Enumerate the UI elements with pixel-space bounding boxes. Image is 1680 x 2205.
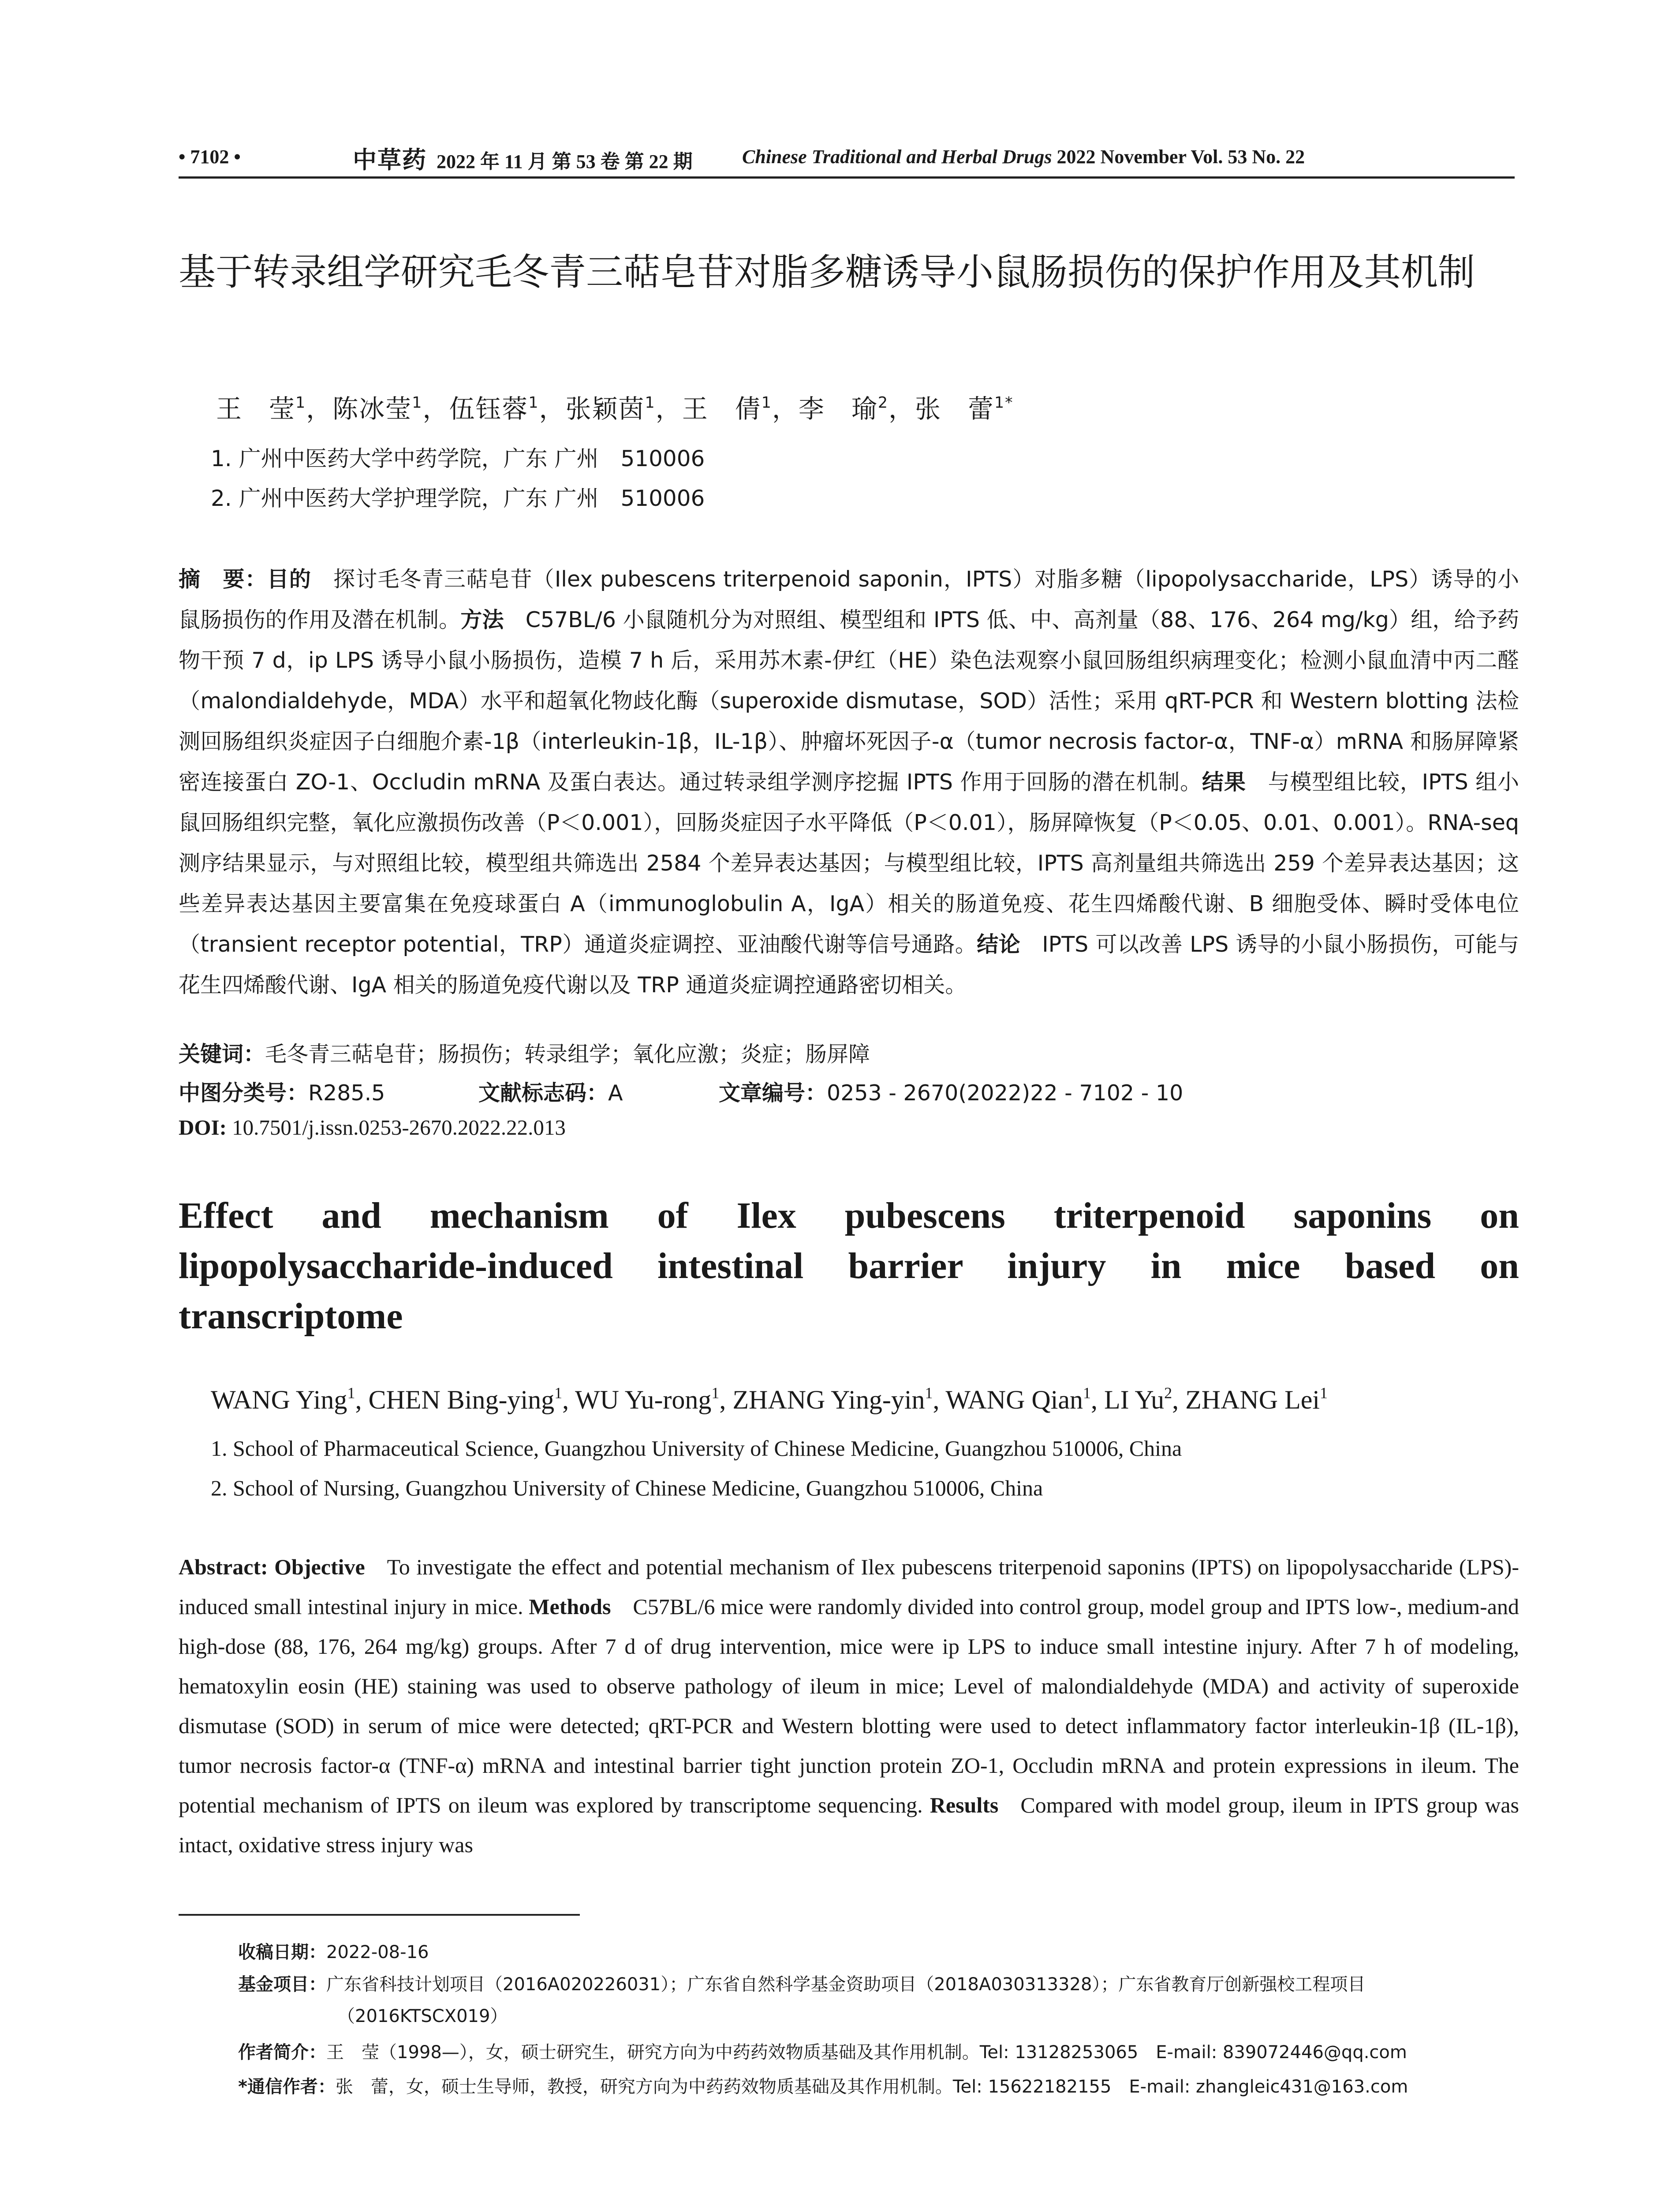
- abstract-en: [179, 1547, 1519, 1865]
- abstract-cn: [179, 559, 1519, 1005]
- affiliation-cn: 2. 广州中医药大学护理学院，广东 广州 510006: [211, 486, 705, 511]
- conclusion-text: IPTS 可以改善 LPS 诱导的小鼠小肠损伤，可能与花生四烯酸代谢、IgA 相关的肠道免疫代谢以及 TRP 通道炎症调控通路密切相关。: [179, 932, 1519, 998]
- author-sup: 1: [528, 394, 539, 412]
- doi-label: DOI:: [179, 1115, 227, 1140]
- keywords-cn: [179, 1037, 870, 1068]
- author: ZHANG Ying-yin: [732, 1385, 925, 1414]
- methods-label: 方法: [460, 607, 504, 632]
- methods-en-label: Methods: [529, 1594, 611, 1619]
- author: 陈冰莹: [332, 394, 412, 424]
- footnote-label: 基金项目：: [238, 1974, 326, 1995]
- author-sup: 1: [1320, 1384, 1328, 1402]
- author: LI Yu: [1104, 1385, 1165, 1414]
- header-rule: [179, 176, 1515, 179]
- footnote-label: *通信作者：: [238, 2077, 336, 2097]
- clc-value: R285.5: [308, 1080, 385, 1106]
- results-en-text: Compared with model group, ileum in IPTS group was intact, oxidative stress injury was: [179, 1793, 1519, 1857]
- methods-en-text: C57BL/6 mice were randomly divided into control group, model group and IPTS low-, medium-and high-dose (88, 176, 264 mg/kg) groups. After 7 d of drug intervention, mice were ip LPS to induce small intestine injury. After 7 h of modeling, hematoxylin eosin (HE) staining was used to observe pathology of ileum in mice; Level of malondialdehyde (MDA) and activity of superoxide dismutase (SOD) in serum of mice were detected; qRT-PCR and Western blotting were used to detect inflammatory factor interleukin-1β (IL-1β), tumor necrosis factor-α (TNF-α) mRNA and intestinal barrier tight junction protein ZO-1, Occludin mRNA and protein expressions in ileum. The potential mechanism of IPTS on ileum was explored by transcriptome sequencing.: [179, 1594, 1519, 1817]
- title-en-line: lipopolysaccharide-induced intestinal barrier injury in mice based on: [179, 1245, 1519, 1286]
- footnote-label: 作者简介：: [238, 2042, 326, 2063]
- issue-en: 2022 November Vol. 53 No. 22: [1057, 146, 1305, 168]
- author-sup: 1: [761, 394, 772, 412]
- author: WU Yu-rong: [575, 1385, 712, 1414]
- doc-code-label: 文献标志码：: [478, 1080, 609, 1106]
- running-header: [179, 141, 1510, 176]
- author-sup: 1: [554, 1384, 563, 1402]
- issue-cn: 2022 年 11 月 第 53 卷 第 22 期: [437, 151, 693, 172]
- author-sup: 1: [295, 394, 306, 412]
- author-sup: 1: [412, 394, 423, 412]
- journal-name-cn: 中草药: [353, 147, 427, 173]
- affiliation-cn: 1. 广州中医药大学中药学院，广东 广州 510006: [211, 446, 705, 471]
- footnote: [238, 1938, 429, 1963]
- author-sup: 1: [711, 1384, 720, 1402]
- abstract-label: 摘 要：: [179, 567, 267, 592]
- abstract-en-label: Abstract: Objective: [179, 1555, 365, 1579]
- article-no-value: 0253 - 2670(2022)22 - 7102 - 10: [827, 1080, 1183, 1106]
- doi-line: [179, 1115, 566, 1140]
- author: 王 倩: [682, 394, 762, 424]
- author: 王 莹: [216, 394, 296, 424]
- affiliation-en: 2. School of Nursing, Guangzhou University of Chinese Medicine, Guangzhou 510006, China: [211, 1476, 1043, 1500]
- footnote: [238, 2038, 1407, 2063]
- keywords-label: 关键词：: [179, 1042, 265, 1067]
- affiliation-en: 1. School of Pharmaceutical Science, Guangzhou University of Chinese Medicine, Guangzhou 510006, China: [211, 1436, 1182, 1461]
- footnote-label: 收稿日期：: [238, 1942, 326, 1962]
- keywords-text: 毛冬青三萜皂苷；肠损伤；转录组学；氧化应激；炎症；肠屏障: [265, 1042, 870, 1067]
- journal-issue-en: [742, 146, 1305, 168]
- article-no-label: 文章编号：: [719, 1080, 827, 1106]
- results-text: 与模型组比较，IPTS 组小鼠回肠组织完整，氧化应激损伤改善（P＜0.001），回肠炎症因子水平降低（P＜0.01），肠屏障恢复（P＜0.05、0.01、0.001）。RNA-seq 测序结果显示，与对照组比较，模型组共筛选出 2584 个差异表达基因；与模型组比较，IPTS 高剂量组共筛选出 259 个差异表达基因；这些差异表达基因主要富集在免疫球蛋白 A（immunoglobulin A，IgA）相关的肠道免疫、花生四烯酸代谢、B 细胞受体、瞬时受体电位（transient receptor potential，TRP）通道炎症调控、亚油酸代谢等信号通路。: [179, 770, 1519, 957]
- methods-text: C57BL/6 小鼠随机分为对照组、模型组和 IPTS 低、中、高剂量（88、176、264 mg/kg）组，给予药物干预 7 d，ip LPS 诱导小鼠小肠损伤，造模 7 h 后，采用苏木素-伊红（HE）染色法观察小鼠回肠组织病理变化；检测小鼠血清中丙二醛（malondialdehyde，MDA）水平和超氧化物歧化酶（superoxide dismutase，SOD）活性；采用 qRT-PCR 和 Western blotting 法检测回肠组织炎症因子白细胞介素-1β（interleukin-1β，IL-1β）、肿瘤坏死因子-α（tumor necrosis factor-α，TNF-α）mRNA 和肠屏障紧密连接蛋白 ZO-1、Occludin mRNA 及蛋白表达。通过转录组学测序挖掘 IPTS 作用于回肠的潜在机制。: [179, 607, 1519, 795]
- author-sup: 1*: [994, 394, 1014, 412]
- author: WANG Ying: [211, 1385, 347, 1414]
- journal-name-en: Chinese Traditional and Herbal Drugs: [742, 146, 1052, 168]
- page-number: • 7102 •: [179, 146, 241, 168]
- footnote: [238, 2073, 1408, 2098]
- objective-label: 目的: [267, 567, 312, 592]
- author: 张 蕾: [915, 394, 995, 424]
- footnote-text: （2016KTSCX019）: [337, 2006, 508, 2026]
- author-sup: 2: [1164, 1384, 1172, 1402]
- clc-label: 中图分类号：: [179, 1080, 309, 1106]
- footnote: [337, 2002, 508, 2027]
- authors-cn: 王 莹$^1$，陈冰莹$^1$，伍钰蓉$^1$，张颖茵$^1$，王 倩$^1$，李 瑜$^2$，张 蕾$^{1*}$: [216, 394, 1014, 424]
- author: 李 瑜: [798, 394, 878, 424]
- results-label: 结果: [1202, 770, 1246, 795]
- footnote-text: 2022-08-16: [326, 1942, 429, 1962]
- author-sup: 1: [1083, 1384, 1091, 1402]
- results-en-label: Results: [930, 1793, 999, 1817]
- authors-en: WANG Ying$^1$, CHEN Bing-ying$^1$, WU Yu-rong$^1$, ZHANG Ying-yin$^1$, WANG Qian$^1$, LI Yu$^2$, ZHANG Lei$^1$: [211, 1384, 1328, 1414]
- author: 伍钰蓉: [449, 394, 529, 424]
- objective-en-text: To investigate the effect and potential mechanism of Ilex pubescens triterpenoid saponins (IPTS) on lipopolysaccharide (LPS)-induced small intestinal injury in mice.: [179, 1555, 1519, 1619]
- title-en-line: transcriptome: [179, 1296, 403, 1337]
- author-sup: 1: [645, 394, 656, 412]
- footnote: [238, 1970, 1365, 1996]
- objective-text: 探讨毛冬青三萜皂苷（Ilex pubescens triterpenoid saponin，IPTS）对脂多糖（lipopolysaccharide，LPS）诱导的小鼠肠损伤的作用及潜在机制。: [179, 567, 1519, 632]
- author: 张颖茵: [565, 394, 645, 424]
- author: CHEN Bing-ying: [368, 1385, 555, 1414]
- footnote-text: 广东省科技计划项目（2016A020226031）；广东省自然科学基金资助项目（2018A030313328）；广东省教育厅创新强校工程项目: [326, 1974, 1366, 1995]
- footnote-rule: [179, 1914, 580, 1916]
- title-cn: 基于转录组学研究毛冬青三萜皂苷对脂多糖诱导小鼠肠损伤的保护作用及其机制: [179, 250, 1475, 294]
- doi-value: 10.7501/j.issn.0253-2670.2022.22.013: [232, 1115, 566, 1140]
- doc-code-value: A: [608, 1080, 623, 1106]
- author-sup: 2: [877, 394, 889, 412]
- footnote-text: 张 蕾，女，硕士生导师，教授，研究方向为中药药效物质基础及其作用机制。Tel: 15622182155 E-mail: zhangleic431@163.com: [335, 2077, 1408, 2097]
- author-sup: 1: [925, 1384, 933, 1402]
- author: ZHANG Lei: [1185, 1385, 1320, 1414]
- title-en-line: Effect and mechanism of Ilex pubescens triterpenoid saponins on: [179, 1195, 1519, 1236]
- author-sup: 1: [347, 1384, 355, 1402]
- conclusion-label: 结论: [977, 932, 1021, 957]
- title-en: [179, 1191, 1519, 1342]
- footnote-text: 王 莹（1998—），女，硕士研究生，研究方向为中药药效物质基础及其作用机制。Tel: 13128253065 E-mail: 839072446@qq.com: [326, 2042, 1407, 2063]
- author: WANG Qian: [945, 1385, 1083, 1414]
